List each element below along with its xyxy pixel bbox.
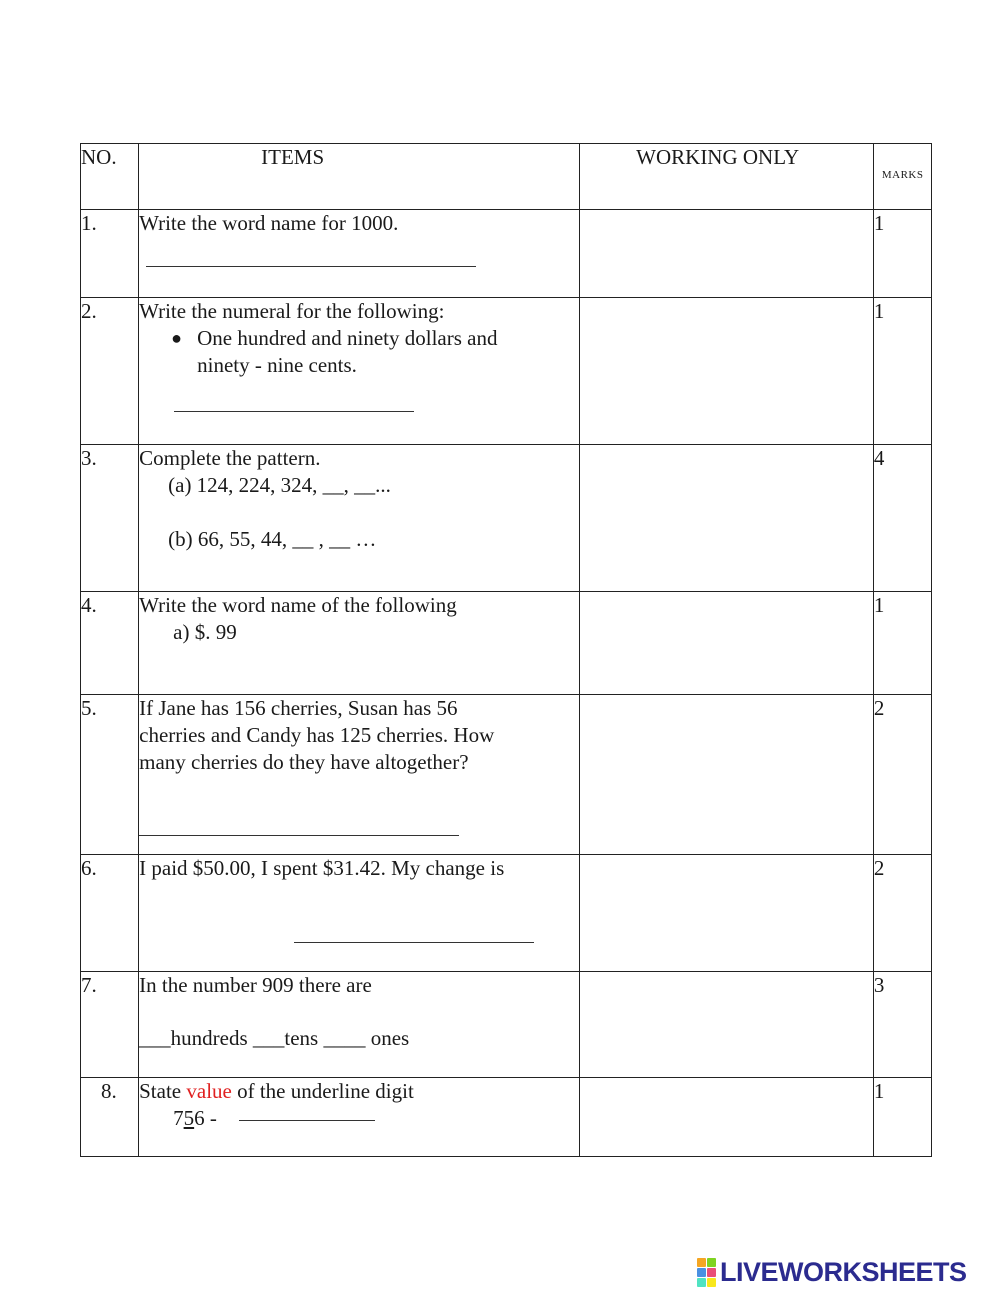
number-with-underline: 756 - <box>139 1105 579 1132</box>
working-cell[interactable] <box>580 855 874 972</box>
working-cell[interactable] <box>580 1078 874 1157</box>
marks-value: 2 <box>873 855 931 972</box>
question-number: 1. <box>81 210 139 298</box>
question-text: Write the word name of the following <box>139 593 457 617</box>
highlight-word: value <box>186 1079 232 1103</box>
question-text: Complete the pattern. <box>139 446 321 470</box>
question-text: If Jane has 156 cherries, Susan has 56 <box>139 696 458 720</box>
header-no: NO. <box>81 144 139 210</box>
question-text-line2: cherries and Candy has 125 cherries. How <box>139 723 495 747</box>
working-cell[interactable] <box>580 695 874 855</box>
question-row-4 <box>81 592 932 695</box>
liveworksheets-logo <box>697 1257 993 1287</box>
question-row-6 <box>81 855 932 972</box>
logo-icon <box>697 1258 716 1287</box>
question-number: 3. <box>81 445 139 592</box>
bullet-icon: ● <box>171 328 182 348</box>
answer-blank[interactable] <box>174 410 414 412</box>
question-number: 6. <box>81 855 139 972</box>
bullet-item <box>139 325 579 379</box>
marks-value: 4 <box>873 445 931 592</box>
question-row-1 <box>81 210 932 298</box>
bullet-text: One hundred and ninety dollars and <box>197 326 498 350</box>
answer-blank[interactable] <box>294 941 534 943</box>
working-cell[interactable] <box>580 592 874 695</box>
question-row-7 <box>81 972 932 1078</box>
header-items: ITEMS <box>139 144 580 210</box>
question-row-2 <box>81 298 932 445</box>
bullet-text-cont: ninety - nine cents. <box>197 353 357 377</box>
question-text: Write the word name for 1000. <box>139 211 399 235</box>
question-number: 2. <box>81 298 139 445</box>
question-text-cell <box>139 855 580 972</box>
underlined-digit: 5 <box>183 1106 195 1130</box>
header-marks: MARKS <box>873 144 931 210</box>
question-number: 4. <box>81 592 139 695</box>
question-row-8 <box>81 1078 932 1157</box>
working-cell[interactable] <box>580 298 874 445</box>
question-text-line3: many cherries do they have altogether? <box>139 750 469 774</box>
question-row-5 <box>81 695 932 855</box>
question-text-cell <box>139 1078 580 1157</box>
marks-value: 1 <box>873 1078 931 1157</box>
header-row <box>81 144 932 210</box>
working-cell[interactable] <box>580 972 874 1078</box>
pattern-b: (b) 66, 55, 44, __ , __ … <box>168 527 377 551</box>
pattern-a: (a) 124, 224, 324, __, __... <box>168 473 391 497</box>
question-text: In the number 909 there are <box>139 973 372 997</box>
question-text-cell <box>139 445 580 592</box>
marks-value: 1 <box>873 210 931 298</box>
question-text-cell <box>139 972 580 1078</box>
answer-blank[interactable] <box>139 834 459 836</box>
question-number: 8. <box>81 1078 139 1157</box>
answer-blank[interactable] <box>239 1119 375 1121</box>
question-text-cell <box>139 298 580 445</box>
logo-text: LIVEWORKSHEETS <box>720 1256 967 1287</box>
question-text: State value of the underline digit <box>139 1079 414 1103</box>
working-cell[interactable] <box>580 210 874 298</box>
question-text: Write the numeral for the following: <box>139 299 445 323</box>
sub-item-a: a) $. 99 <box>173 620 237 644</box>
answer-blank[interactable] <box>146 265 476 267</box>
worksheet-table <box>80 143 932 1157</box>
marks-value: 3 <box>873 972 931 1078</box>
header-working: WORKING ONLY <box>580 144 874 210</box>
marks-value: 1 <box>873 298 931 445</box>
question-number: 5. <box>81 695 139 855</box>
question-number: 7. <box>81 972 139 1078</box>
place-value-blanks[interactable]: ___hundreds ___tens ____ ones <box>139 1026 410 1050</box>
question-text-cell <box>139 592 580 695</box>
marks-value: 1 <box>873 592 931 695</box>
question-text-cell <box>139 695 580 855</box>
working-cell[interactable] <box>580 445 874 592</box>
marks-value: 2 <box>873 695 931 855</box>
question-row-3 <box>81 445 932 592</box>
question-text: I paid $50.00, I spent $31.42. My change is <box>139 856 505 880</box>
question-text-cell <box>139 210 580 298</box>
